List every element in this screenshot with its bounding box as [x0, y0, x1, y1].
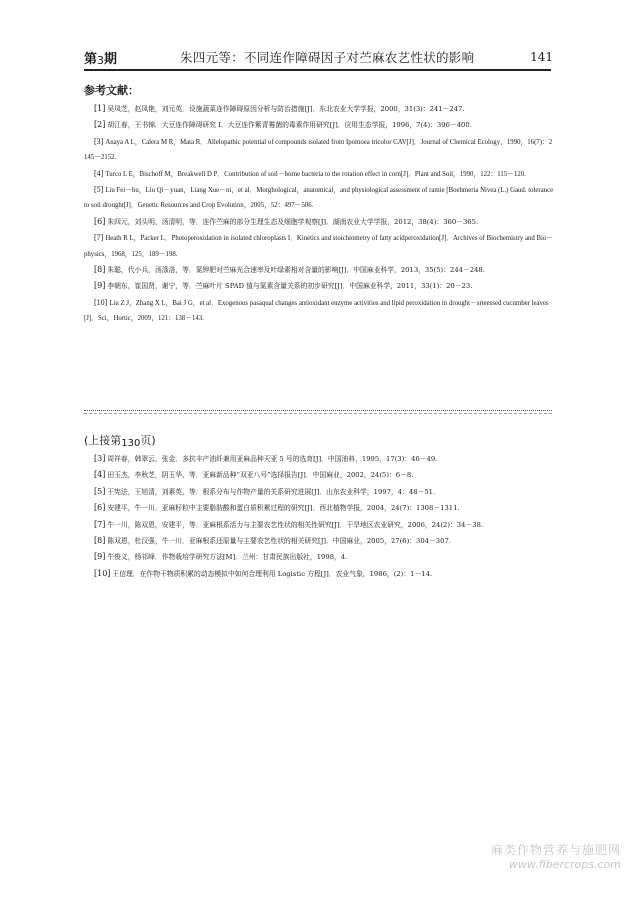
reference-item [84, 214, 554, 230]
issue-prefix: 第 [84, 52, 98, 67]
reference-item [84, 117, 554, 133]
reference-item-number: [2] [94, 120, 106, 130]
continued-reference-item-number: [6] [94, 503, 106, 513]
continued-reference-item-text: 田玉杰，李秋芝，阴玉华，等．亚麻新品种“双亚八号”选择报告[J]．中国麻业，2002，24(5)：6－8. [107, 471, 414, 480]
reference-item-text: Liu Fei－hu，Liu Qi－yuan，Liang Xue－ni，et al．Morghological，anatomical，and physiological assessment of ramie [Boehmeria Nivea (L.) Gaud. tolerance to soil drought[J]．Genetic Resources and Crop Evolution，2005，52：497－506. [84, 187, 554, 210]
reference-item-text: Turco L E，Bischoff M，Breakwell D P．Contribution of soil－borne bacteria to the rotation effect in corn[J]．Plant and Soil，1990，122：115－120. [105, 170, 526, 178]
reference-item-number: [8] [94, 265, 106, 275]
running-title: 朱四元等：不同连作障碍因子对苎麻农艺性状的影响 [180, 50, 475, 65]
reference-item-text: 朱四元，刘头明，汤清明，等．连作苎麻的部分生理生态及细胞学观察[J]．湖南农业大学学报，2012，38(4)：360－365. [107, 217, 479, 226]
watermark-url: www.fibercrops.com [508, 858, 621, 871]
reference-item [84, 262, 554, 278]
reference-item [84, 101, 554, 117]
references-section [84, 82, 554, 327]
continued-reference-item-text: 周祥春，韩翠云，张金．多抗丰产油纤兼用亚麻品种天亚 5 号的选育[J]．中国油料，1995，17(3)：46－49. [107, 455, 438, 463]
reference-item-text: Anaya A L，Calera M R，Mata R．Allelopathic potential of compounds isolated from Ipomoea tricolor CAV[J]．Journal of Chemical Ecology，1990，16(7)：2145－2152. [84, 138, 553, 162]
continued-reference-item-number: [10] [94, 568, 111, 578]
reference-item-number: [7] [94, 233, 104, 243]
continued-reference-item-text: 安建平，牛一川．亚麻籽粒中主要脂肪酸和蛋白质积累过程的研究[J]．西北植物学报，2004，24(7)：1308－1311. [107, 504, 460, 513]
reference-item-text: Heath R L，Packer L．Photoperoxidation in isolated chloroplasts I．Kinetics and stoichiometry of fatty acidperoxidation[J]．Archives of Biochemistry and Bio－physics，1968，125，189－198. [84, 235, 554, 258]
continued-reference-item-number: [4] [94, 470, 106, 480]
continued-reference-item-text: 王信理．在作物干物质积累的动态模拟中如何合理利用 Logistic 方程[J]．农业气象，1986，(2)：1－14. [112, 569, 433, 578]
watermark-name: 麻类作物营养与施肥网 [490, 843, 621, 857]
reference-item [84, 134, 554, 166]
reference-item-text: Liu Z J，Zhang X L，Bai J G，et al．Exogenous pasaqual changes antioxidant enzyme activities and lipid peroxidation in drought－srteessed cucumber leaves[J]．Sci，Hortic，2009，121：138－143. [84, 299, 549, 323]
watermark [491, 841, 621, 871]
continued-reference-item-number: [8] [94, 536, 106, 546]
continued-reference-item-number: [5] [94, 486, 106, 496]
reference-item [84, 278, 554, 294]
continued-list [84, 451, 554, 582]
continued-section [84, 432, 554, 582]
issue-label [84, 48, 117, 67]
continued-reference-item-text: 王宪法，王旭清，刘素英，等．根系分布与作物产量的关系研究进展[J]．山东农业科学，1997，4：48－51. [107, 487, 436, 496]
reference-item-number: [4] [94, 168, 104, 178]
reference-item-number: [6] [94, 216, 106, 226]
reference-item-text: 朱聪，代小兵，汤涤洛，等．氮钾肥对苎麻光合速率及叶绿素相对含量的影响[J]．中国麻业科学，2013，35(5)：244－248. [107, 266, 485, 275]
references-heading: 参考文献： [84, 84, 139, 97]
reference-item-number: [5] [94, 185, 104, 195]
reference-item-text: 吴凤芝，赵凤艳，刘元英．设施蔬菜连作障碍原因分析与防治措施[J]．东北农业大学学报，2000，31(3)：241－247. [107, 105, 465, 113]
continued-reference-item [84, 451, 554, 467]
continued-reference-item [84, 467, 554, 483]
reference-item [84, 182, 554, 214]
continued-reference-item-text: 牛俊义，杨祁峰．作物栽培学研究方法[M]．兰州：甘肃民族出版社，1998，4. [107, 553, 348, 562]
issue-number: 3 [97, 54, 105, 67]
continued-reference-item-number: [3] [94, 454, 106, 463]
continued-reference-item-text: 陈双恩，杜汉强，牛一川．亚麻根系还原量与主要农艺性状的相关研究[J]．中国麻业，2005，27(6)：304－307. [107, 537, 451, 546]
continued-reference-item [84, 533, 554, 549]
reference-item-number: [10] [94, 297, 108, 307]
section-divider [84, 410, 552, 411]
continued-reference-item [84, 484, 554, 500]
reference-item [84, 166, 554, 182]
continued-reference-item-number: [9] [94, 552, 106, 562]
continued-heading [84, 432, 554, 449]
reference-item-number: [1] [94, 104, 106, 113]
continued-reference-item-text: 牛一川，陈双恩，安建平，等．亚麻根系活力与主要农艺性状的相关性研究[J]．干旱地区农业研究，2006，24(2)：34－38. [107, 520, 484, 529]
continued-heading-suffix: 页) [140, 434, 156, 447]
issue-suffix: 期 [104, 52, 118, 67]
continued-reference-item [84, 517, 554, 533]
references-list [84, 101, 554, 327]
reference-item-number: [3] [94, 136, 104, 146]
continued-reference-item [84, 549, 554, 565]
reference-item-number: [9] [94, 281, 106, 291]
continued-heading-prefix: (上接第 [84, 434, 122, 447]
continued-reference-item-number: [7] [94, 519, 106, 529]
section-divider-secondary [84, 413, 552, 414]
continued-heading-page: 130 [121, 438, 141, 449]
header-rule [84, 69, 551, 71]
page-number: 141 [530, 50, 553, 64]
reference-item [84, 230, 554, 262]
continued-reference-item [84, 500, 554, 516]
continued-reference-item [84, 566, 554, 582]
reference-item-text: 李朝东，崔国贤，谢宁，等．苎麻叶片 SPAD 值与氮素含量关系的初步研究[J]．中国麻业科学，2011，33(1)：20－23. [107, 282, 473, 291]
reference-item [84, 295, 554, 327]
reference-item-text: 胡江春，王书锦．大豆连作障碍研究 I．大豆连作紫青霉菌的毒素作用研究[J]．应用生态学报，1996，7(4)：396－400. [107, 121, 472, 130]
